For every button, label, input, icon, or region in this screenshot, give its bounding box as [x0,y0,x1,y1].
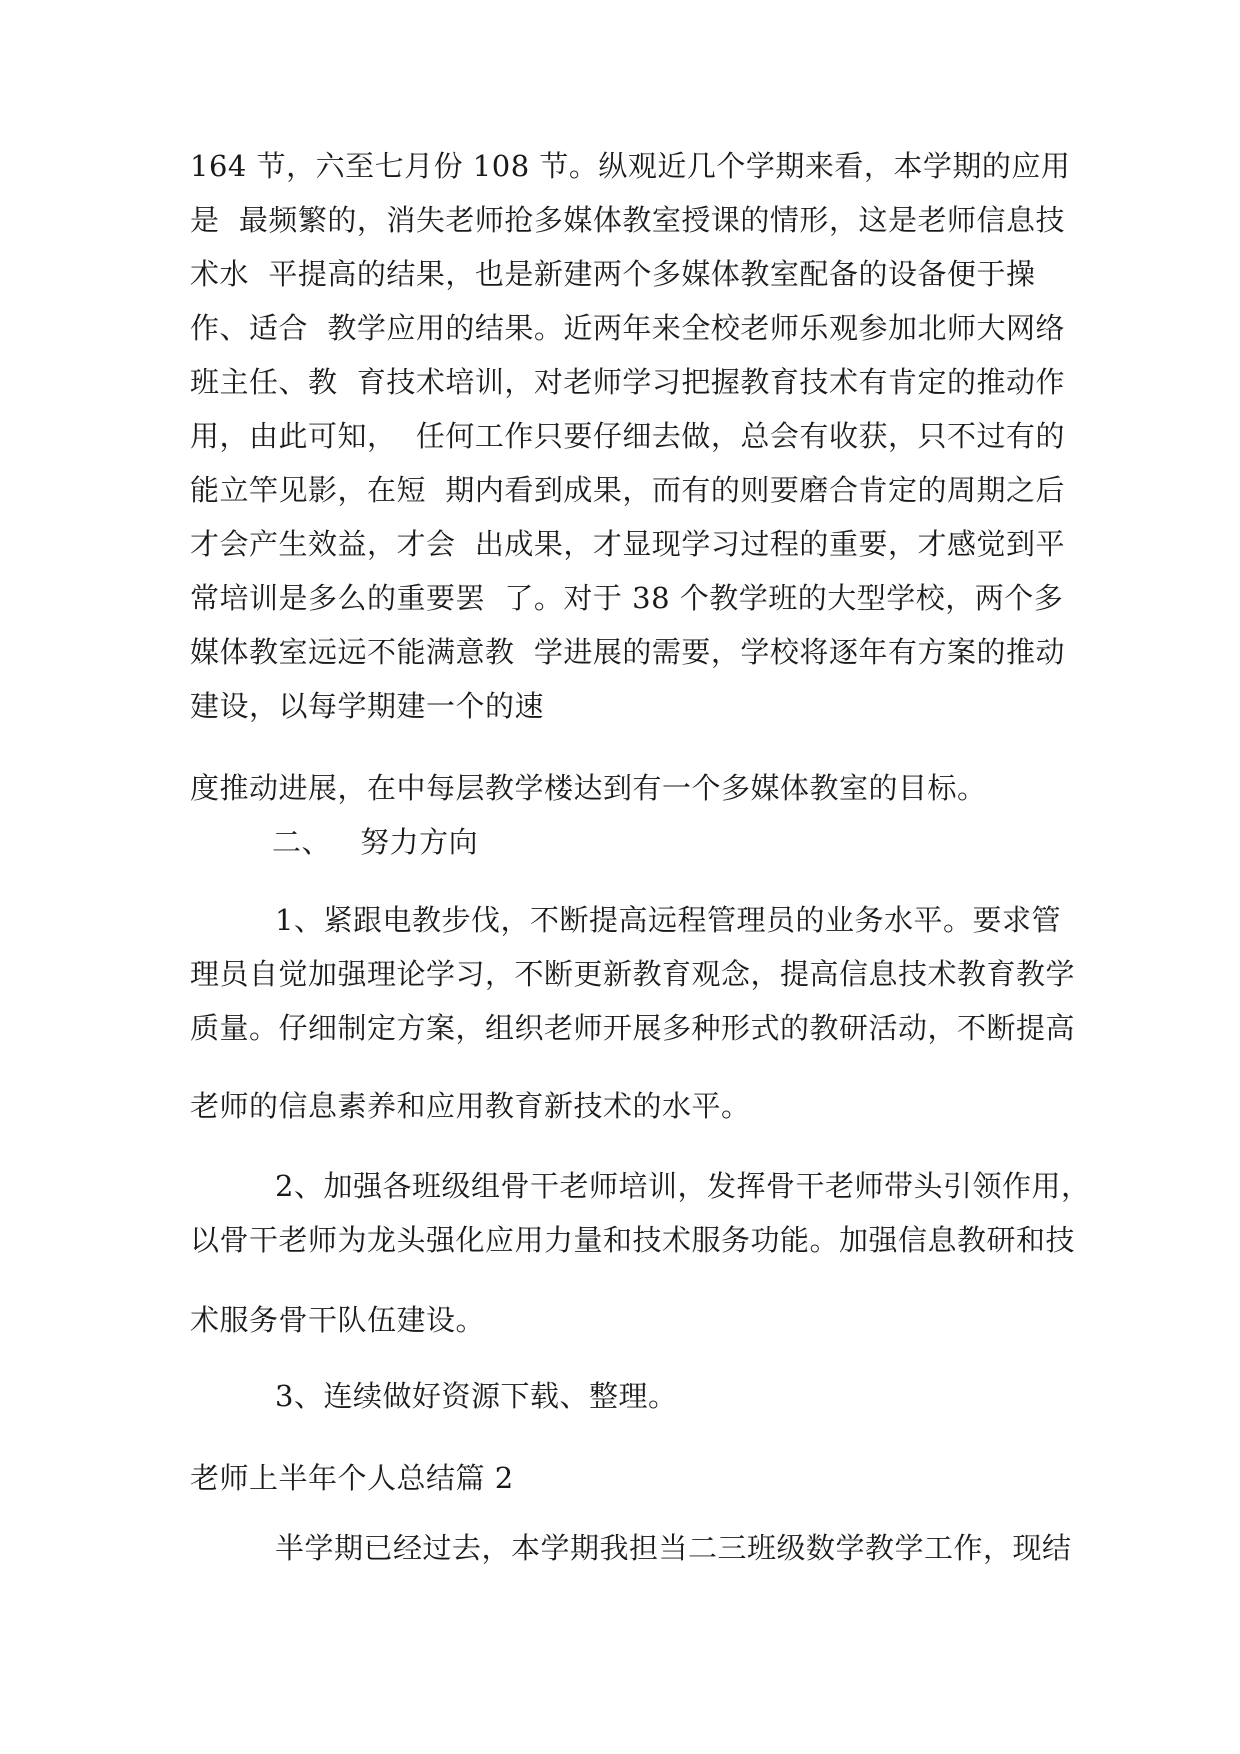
paragraph-line: 才会产生效益，才会 出成果，才显现学习过程的重要，才感觉到平 [190,527,1065,561]
paragraph-line: 术水 平提高的结果，也是新建两个多媒体教室配备的设备便于操 [190,257,1036,291]
paragraph-line: 能立竿见影，在短 期内看到成果，而有的则要磨合肯定的周期之后 [190,473,1065,507]
paragraph-line: 164 节，六至七月份 108 节。纵观近几个学期来看，本学期的应用 [190,149,1071,183]
list-item-line: 3、连续做好资源下载、整理。 [275,1379,678,1413]
paragraph-line: 是 最频繁的，消失老师抢多媒体教室授课的情形，这是老师信息技 [190,203,1065,237]
paragraph-line: 度推动进展，在中每层教学楼达到有一个多媒体教室的目标。 [190,771,987,805]
paragraph-line: 媒体教室远远不能满意教 学进展的需要，学校将逐年有方案的推动 [190,635,1065,669]
paragraph-line: 半学期已经过去，本学期我担当二三班级数学教学工作，现结 [275,1531,1072,1565]
paragraph-line: 班主任、教 育技术培训，对老师学习把握教育技术有肯定的推动作 [190,365,1065,399]
paragraph-line: 建设，以每学期建一个的速 [190,689,545,723]
section-heading: 二、 努力方向 [272,825,479,859]
list-item-line: 以骨干老师为龙头强化应用力量和技术服务功能。加强信息教研和技 [190,1223,1076,1257]
list-item-line: 1、紧跟电教步伐，不断提高远程管理员的业务水平。要求管 [275,903,1061,937]
article-title: 老师上半年个人总结篇 2 [190,1461,514,1495]
list-item-line: 老师的信息素养和应用教育新技术的水平。 [190,1089,751,1123]
list-item-line: 术服务骨干队伍建设。 [190,1303,486,1337]
list-item-line: 2、加强各班级组骨干老师培训，发挥骨干老师带头引领作用， [275,1169,1091,1203]
list-item-line: 理员自觉加强理论学习，不断更新教育观念，提高信息技术教育教学 [190,957,1076,991]
paragraph-line: 用，由此可知， 任何工作只要仔细去做，总会有收获，只不过有的 [190,419,1065,453]
list-item-line: 质量。仔细制定方案，组织老师开展多种形式的教研活动，不断提高 [190,1011,1076,1045]
paragraph-line: 常培训是多么的重要罢 了。对于 38 个教学班的大型学校，两个多 [190,581,1064,615]
paragraph-line: 作、适合 教学应用的结果。近两年来全校老师乐观参加北师大网络 [190,311,1065,345]
